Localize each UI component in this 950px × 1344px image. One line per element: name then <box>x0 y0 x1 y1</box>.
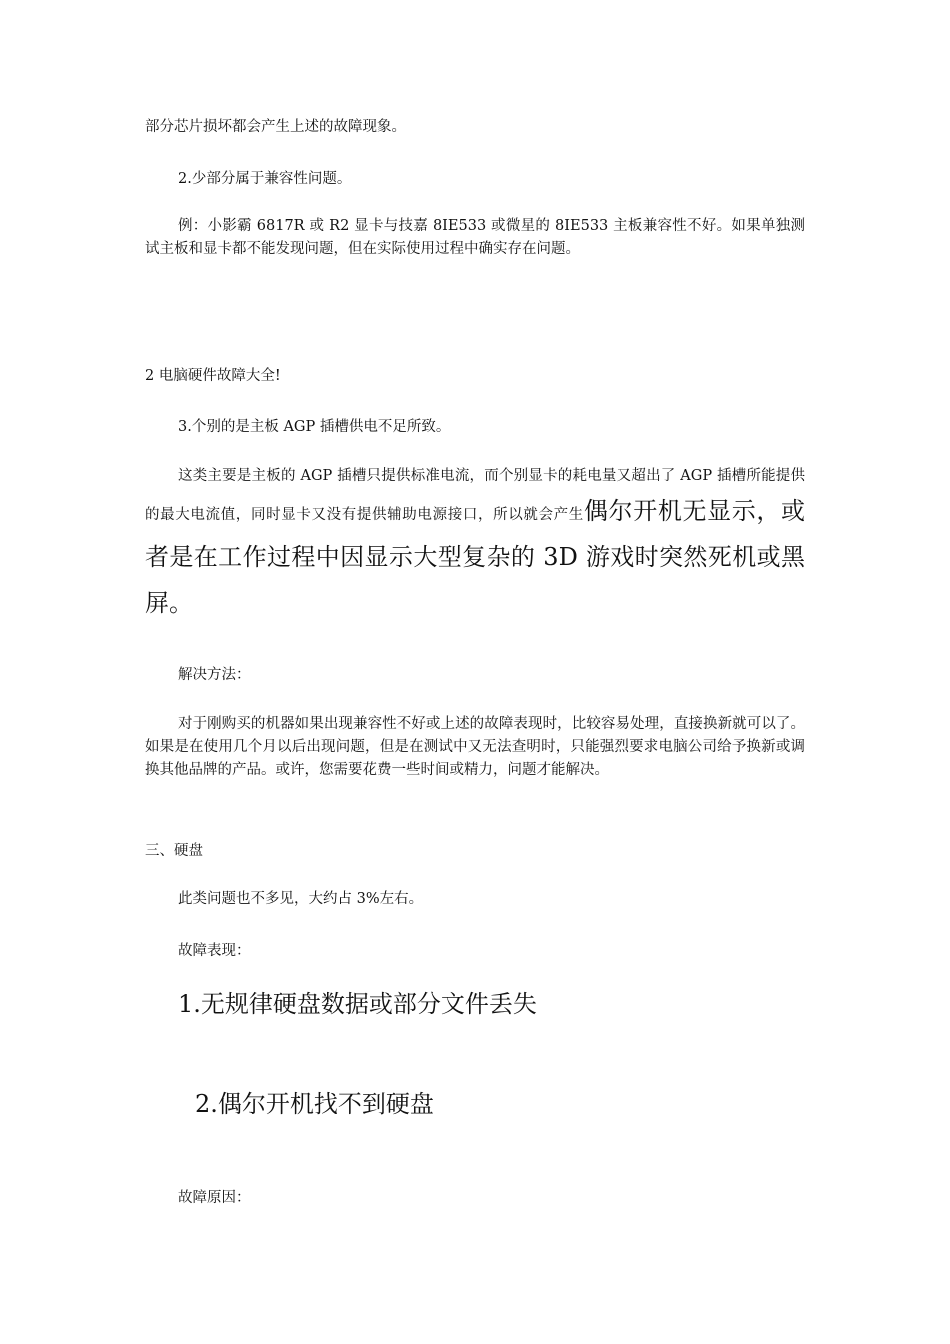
paragraph-causes-label: 故障原因： <box>178 1190 251 1206</box>
paragraph-agp-explanation <box>145 465 805 626</box>
paragraph-frequency: 此类问题也不多见，大约占 3%左右。 <box>178 891 424 907</box>
section-heading: 2 电脑硬件故障大全! <box>145 368 281 384</box>
paragraph-solution: 对于刚购买的机器如果出现兼容性不好或上述的故障表现时，比较容易处理，直接换新就可以了。如果是在使用几个月以后出现问题，但是在测试中又无法查明时，只能强烈要求电脑公司给予换新或调换其他品牌的产品。或许，您需要花费一些时间或精力，问题才能解决。 <box>145 716 805 778</box>
paragraph-agp-power: 3.个别的是主板 AGP 插槽供电不足所致。 <box>178 419 451 435</box>
paragraph-solution-label: 解决方法： <box>178 667 251 683</box>
paragraph-chip-damage: 部分芯片损坏都会产生上述的故障现象。 <box>145 119 406 135</box>
paragraph-compatibility: 2.少部分属于兼容性问题。 <box>178 171 352 187</box>
explanation-text: 这类主要是主板的 AGP 插槽只提供标准电流，而个别显卡的耗电量又超出了 AGP 插槽所能提供的最大电流值，同时显卡又没有提供辅助电源接口，所以就会产生 <box>145 468 805 523</box>
symptom-1: 1.无规律硬盘数据或部分文件丢失 <box>178 990 537 1018</box>
explanation-large-text: 偶尔开机无显示，或者是在工作过程中因显示大型复杂的 3D 游戏时突然死机或黑屏。 <box>145 497 806 617</box>
symptom-2: 2.偶尔开机找不到硬盘 <box>195 1090 434 1118</box>
paragraph-example: 例：小影霸 6817R 或 R2 显卡与技嘉 8IE533 或微星的 8IE533 主板兼容性不好。如果单独测试主板和显卡都不能发现问题，但在实际使用过程中确实存在问题。 <box>145 218 805 257</box>
heading-hard-disk: 三、硬盘 <box>145 843 203 859</box>
paragraph-symptoms-label: 故障表现： <box>178 943 251 959</box>
